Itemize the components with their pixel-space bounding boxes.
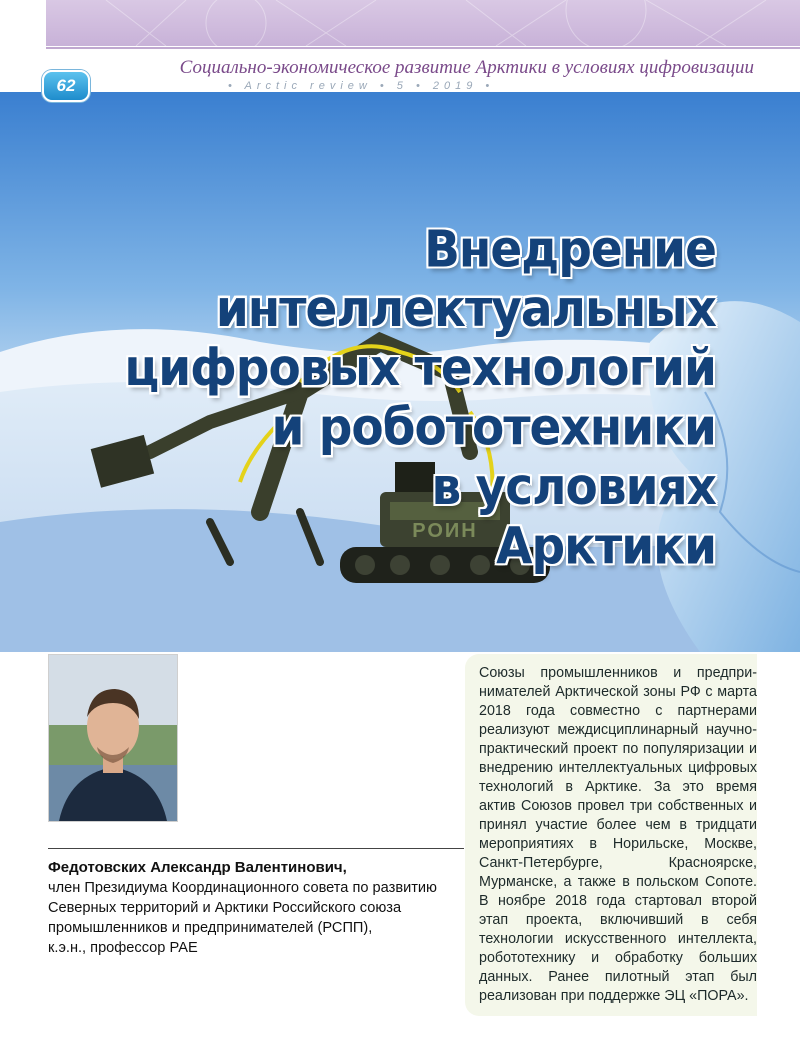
title-line: в условиях bbox=[431, 457, 716, 517]
title-line: интеллектуальных bbox=[215, 279, 716, 339]
lead-paragraph: Союзы промышленников и предпринимателей Арктической зоны РФ с марта 2018 года совместно с партнерами реализуют междисциплинарный научно-практический проект по популяризации и внедрению интеллектуальных цифровых технологий в Арктике. За это время актив Союзов провел три собственных и принял участие более чем в тридцати мероприятиях в Норильске, Москве, Санкт-Петербурге, Красноярске, Мурманске, а также в польском Сопоте. В ноябре 2018 года стартовал второй этап проекта, включивший в себя технологии искусственного интеллекта, робототехнику и обработку больших данных. Ранее пилотный этап был реализован при поддержке ЭЦ «ПОРА». bbox=[479, 665, 757, 1004]
journal-issue-line: • Arctic review • 5 • 2019 • bbox=[228, 80, 495, 92]
hero-photo bbox=[0, 92, 800, 652]
author-photo bbox=[48, 654, 178, 822]
author-role-line: промышленников и предпринимателей (РСПП), bbox=[48, 920, 373, 936]
page-number: 62 bbox=[56, 76, 76, 95]
page-number-badge bbox=[42, 70, 90, 102]
author-info bbox=[48, 858, 462, 958]
author-name: Федотовских Александр Валентинович, bbox=[48, 859, 347, 876]
title-line: Арктики bbox=[496, 517, 716, 577]
author-portrait-illustration bbox=[49, 655, 177, 821]
author-role-line: к.э.н., профессор РАЕ bbox=[48, 940, 198, 956]
author-role-line: Северных территорий и Арктики Российского союза bbox=[48, 900, 402, 916]
title-line: цифровых технологий bbox=[124, 338, 716, 399]
author-divider bbox=[48, 848, 464, 849]
header-pattern bbox=[46, 0, 800, 46]
author-role-line: член Президиума Координационного совета по развитию bbox=[48, 880, 437, 896]
robot-plate-text: РОИН bbox=[412, 520, 478, 542]
lead-box bbox=[465, 654, 757, 1016]
running-title: Социально-экономическое развитие Арктики в условиях цифровизации bbox=[179, 57, 754, 78]
header-rule bbox=[46, 47, 800, 49]
title-line: и робототехники bbox=[271, 398, 716, 458]
header-band bbox=[46, 0, 800, 46]
title-line: Внедрение bbox=[424, 220, 716, 280]
article-title bbox=[124, 220, 716, 576]
